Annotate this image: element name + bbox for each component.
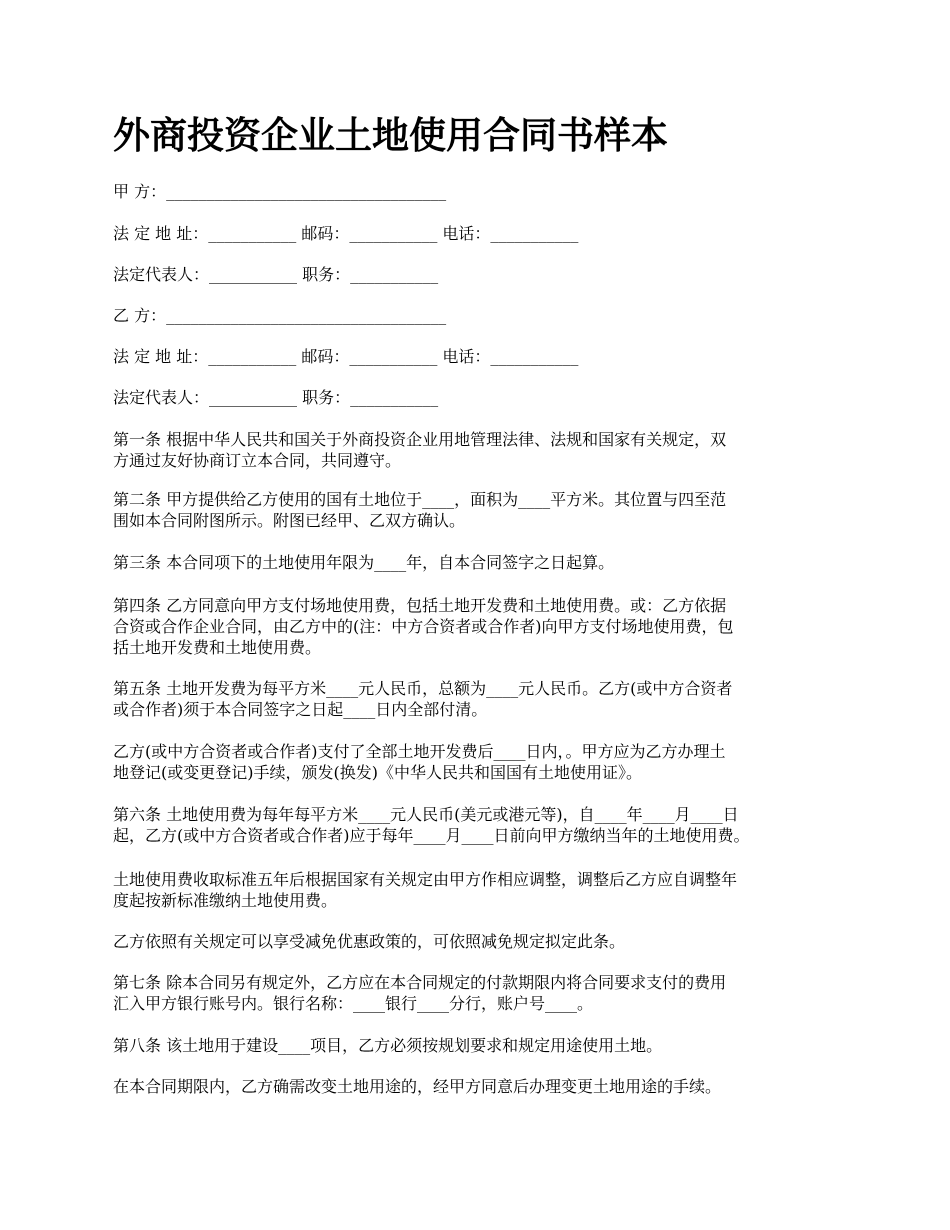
party-b-address-line: 法 定 地 址：___________ 邮码：___________ 电话：___________ xyxy=(113,347,579,366)
clause-6-adjustment: 土地使用费收取标准五年后根据国家有关规定由甲方作相应调整，调整后乙方应自调整年 度起按新标准缴纳土地使用费。 xyxy=(113,870,738,910)
clause-5: 第五条 土地开发费为每平方米____元人民币，总额为____元人民币。乙方(或中方合资者 或合作者)须于本合同签字之日起____日内全部付清。 xyxy=(113,679,733,719)
clause-5-registration: 乙方(或中方合资者或合作者)支付了全部土地开发费后____日内，。甲方应为乙方办理土 地登记(或变更登记)手续，颁发(换发)《中华人民共和国国有土地使用证》。 xyxy=(113,742,726,782)
clause-7: 第七条 除本合同另有规定外，乙方应在本合同规定的付款期限内将合同要求支付的费用 汇入甲方银行账号内。银行名称：____银行____分行，账户号____。 xyxy=(113,973,727,1013)
party-b-representative-line: 法定代表人：___________ 职务：___________ xyxy=(113,388,439,407)
clause-1: 第一条 根据中华人民共和国关于外商投资企业用地管理法律、法规和国家有关规定，双 方通过友好协商订立本合同，共同遵守。 xyxy=(113,430,727,470)
clause-8: 第八条 该土地用于建设____项目，乙方必须按规划要求和规定用途使用土地。 xyxy=(113,1036,663,1055)
party-a-address-line: 法 定 地 址：___________ 邮码：___________ 电话：___________ xyxy=(113,224,579,243)
clause-2: 第二条 甲方提供给乙方使用的国有土地位于____，面积为____平方米。其位置与四至范 围如本合同附图所示。附图已经甲、乙双方确认。 xyxy=(113,490,727,530)
document-title: 外商投资企业土地使用合同书样本 xyxy=(113,113,668,157)
clause-3: 第三条 本合同项下的土地使用年限为____年，自本合同签字之日起算。 xyxy=(113,553,615,572)
party-b-line: 乙 方：___________________________________ xyxy=(113,306,447,325)
clause-6-exemption: 乙方依照有关规定可以享受减免优惠政策的，可依照减免规定拟定此条。 xyxy=(113,932,626,951)
party-a-line: 甲 方：___________________________________ xyxy=(113,182,447,201)
clause-4: 第四条 乙方同意向甲方支付场地使用费，包括土地开发费和土地使用费。或：乙方依据 合资或合作企业合同，由乙方中的(注：中方合资者或合作者)向甲方支付场地使用费，包 括土地开发费和土地使用费。 xyxy=(113,596,734,657)
clause-6: 第六条 土地使用费为每年每平方米____元人民币(美元或港元等)，自____年____月____日 起，乙方(或中方合资者或合作者)应于每年____月____日前向甲方缴纳当年的土地使用费。 xyxy=(113,805,750,845)
party-a-representative-line: 法定代表人：___________ 职务：___________ xyxy=(113,265,439,284)
clause-8-change-use: 在本合同期限内，乙方确需改变土地用途的，经甲方同意后办理变更土地用途的手续。 xyxy=(113,1077,722,1096)
